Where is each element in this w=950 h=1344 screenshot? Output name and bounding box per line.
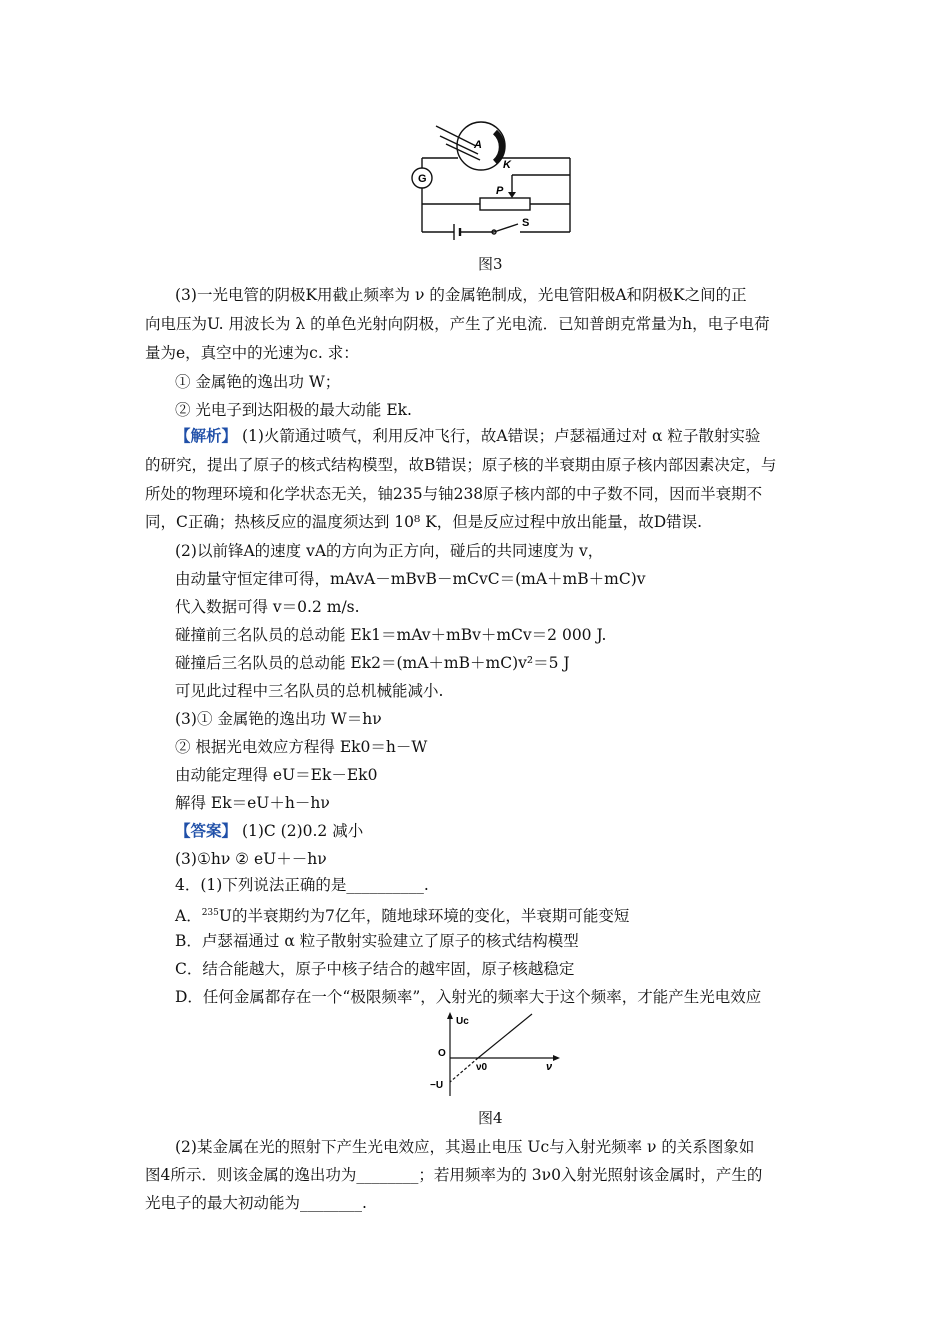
analysis-line-2: 的研究，提出了原子的核式结构模型，故B错误；原子核的半衰期由原子核内部因素决定，与 <box>145 456 777 474</box>
label-k: K <box>503 159 511 171</box>
y-axis-label: Uc <box>456 1016 469 1027</box>
q4-2-line-2: 图4所示．则该金属的逸出功为________；若用频率为的 3ν0入射光照射该金属时，产生的 <box>145 1166 763 1184</box>
dashed-line <box>450 1058 478 1082</box>
figure-3-caption: 图3 <box>478 255 503 273</box>
analysis-p2-4: 碰撞前三名队员的总动能 Ek1＝mAv＋mBv＋mCv＝2 000 J. <box>175 626 607 644</box>
analysis-p2-2: 由动量守恒定律可得，mAvA－mBvB－mCvC＝(mA＋mB＋mC)v <box>175 570 646 588</box>
q4-stem: 4．(1)下列说法正确的是__________. <box>175 876 429 894</box>
analysis-line-1 <box>175 425 760 447</box>
q4-option-c: C．结合能越大，原子中核子结合的越牢固，原子核越稳定 <box>175 960 575 978</box>
solid-line <box>478 1014 532 1058</box>
q3-sub-1: ① 金属铯的逸出功 W； <box>175 373 341 391</box>
q3-line-1: (3)一光电管的阴极K用截止频率为 ν 的金属铯制成，光电管阳极A和阴极K之间的正 <box>175 286 747 304</box>
q3-line-3: 量为e，真空中的光速为c. 求： <box>145 344 359 362</box>
analysis-p2-6: 可见此过程中三名队员的总机械能减小. <box>175 682 444 700</box>
cathode-k <box>495 132 502 162</box>
x-axis-label: ν <box>546 1061 553 1073</box>
q3-sub-2: ② 光电子到达阳极的最大动能 Ek. <box>175 401 412 419</box>
q4-option-a-text: U的半衰期约为7亿年，随地球环境的变化，半衰期可能变短 <box>218 907 630 926</box>
analysis-p3-4: 解得 Ek＝eU＋h－hν <box>175 794 330 812</box>
analysis-p3-1: (3)① 金属铯的逸出功 W＝hν <box>175 710 382 728</box>
analysis-p2-3: 代入数据可得 v＝0.2 m/s. <box>175 598 360 616</box>
figure-4-graph <box>420 1010 560 1100</box>
q4-option-b: B．卢瑟福通过 α 粒子散射实验建立了原子的核式结构模型 <box>175 932 579 950</box>
x-tick-label: ν0 <box>476 1062 488 1073</box>
label-g: G <box>418 173 427 185</box>
analysis-p3-3: 由动能定理得 eU＝Ek－Ek0 <box>175 766 378 784</box>
analysis-p1-text: (1)火箭通过喷气，利用反冲飞行，故A错误；卢瑟福通过对 α 粒子散射实验 <box>237 427 761 445</box>
analysis-line-4: 同，C正确；热核反应的温度须达到 10⁸ K，但是反应过程中放出能量，故D错误. <box>145 513 703 531</box>
q3-line-2: 向电压为U. 用波长为 λ 的单色光射向阴极，产生了光电流．已知普朗克常量为h，电子电荷 <box>145 315 770 333</box>
answer-line-2: (3)①hν ② eU＋－hν <box>175 850 327 868</box>
q4-2-line-3: 光电子的最大初动能为________. <box>145 1194 367 1212</box>
figure-4-caption: 图4 <box>478 1109 503 1127</box>
answer-line-1 <box>175 820 363 842</box>
label-a: A <box>474 139 482 151</box>
analysis-p2-1: (2)以前锋A的速度 vA的方向为正方向，碰后的共同速度为 v， <box>175 542 604 560</box>
analysis-tag: 【解析】 <box>175 426 238 445</box>
q4-option-d: D．任何金属都存在一个“极限频率”，入射光的频率大于这个频率，才能产生光电效应 <box>175 988 762 1006</box>
label-p: P <box>496 185 504 197</box>
answer-text-1: (1)C (2)0.2 减小 <box>237 822 364 840</box>
origin-label: O <box>438 1048 446 1059</box>
q4-option-a <box>175 902 629 927</box>
answer-tag: 【答案】 <box>175 821 238 840</box>
q4-option-a-sup: 235 <box>201 908 219 918</box>
analysis-line-3: 所处的物理环境和化学状态无关，铀235与铀238原子核内部的中子数不同，因而半衰期不 <box>145 485 763 503</box>
neg-u-label: −U <box>430 1080 444 1091</box>
figure-3-circuit <box>410 120 585 245</box>
q4-2-line-1: (2)某金属在光的照射下产生光电效应，其遏止电压 Uc与入射光频率 ν 的关系图象如 <box>175 1138 755 1156</box>
analysis-p2-5: 碰撞后三名队员的总动能 Ek2＝(mA＋mB＋mC)v²＝5 J <box>175 654 570 672</box>
analysis-p3-2: ② 根据光电效应方程得 Ek0＝h－W <box>175 738 428 756</box>
label-s: S <box>522 217 530 229</box>
q4-option-a-prefix: A． <box>175 907 202 926</box>
